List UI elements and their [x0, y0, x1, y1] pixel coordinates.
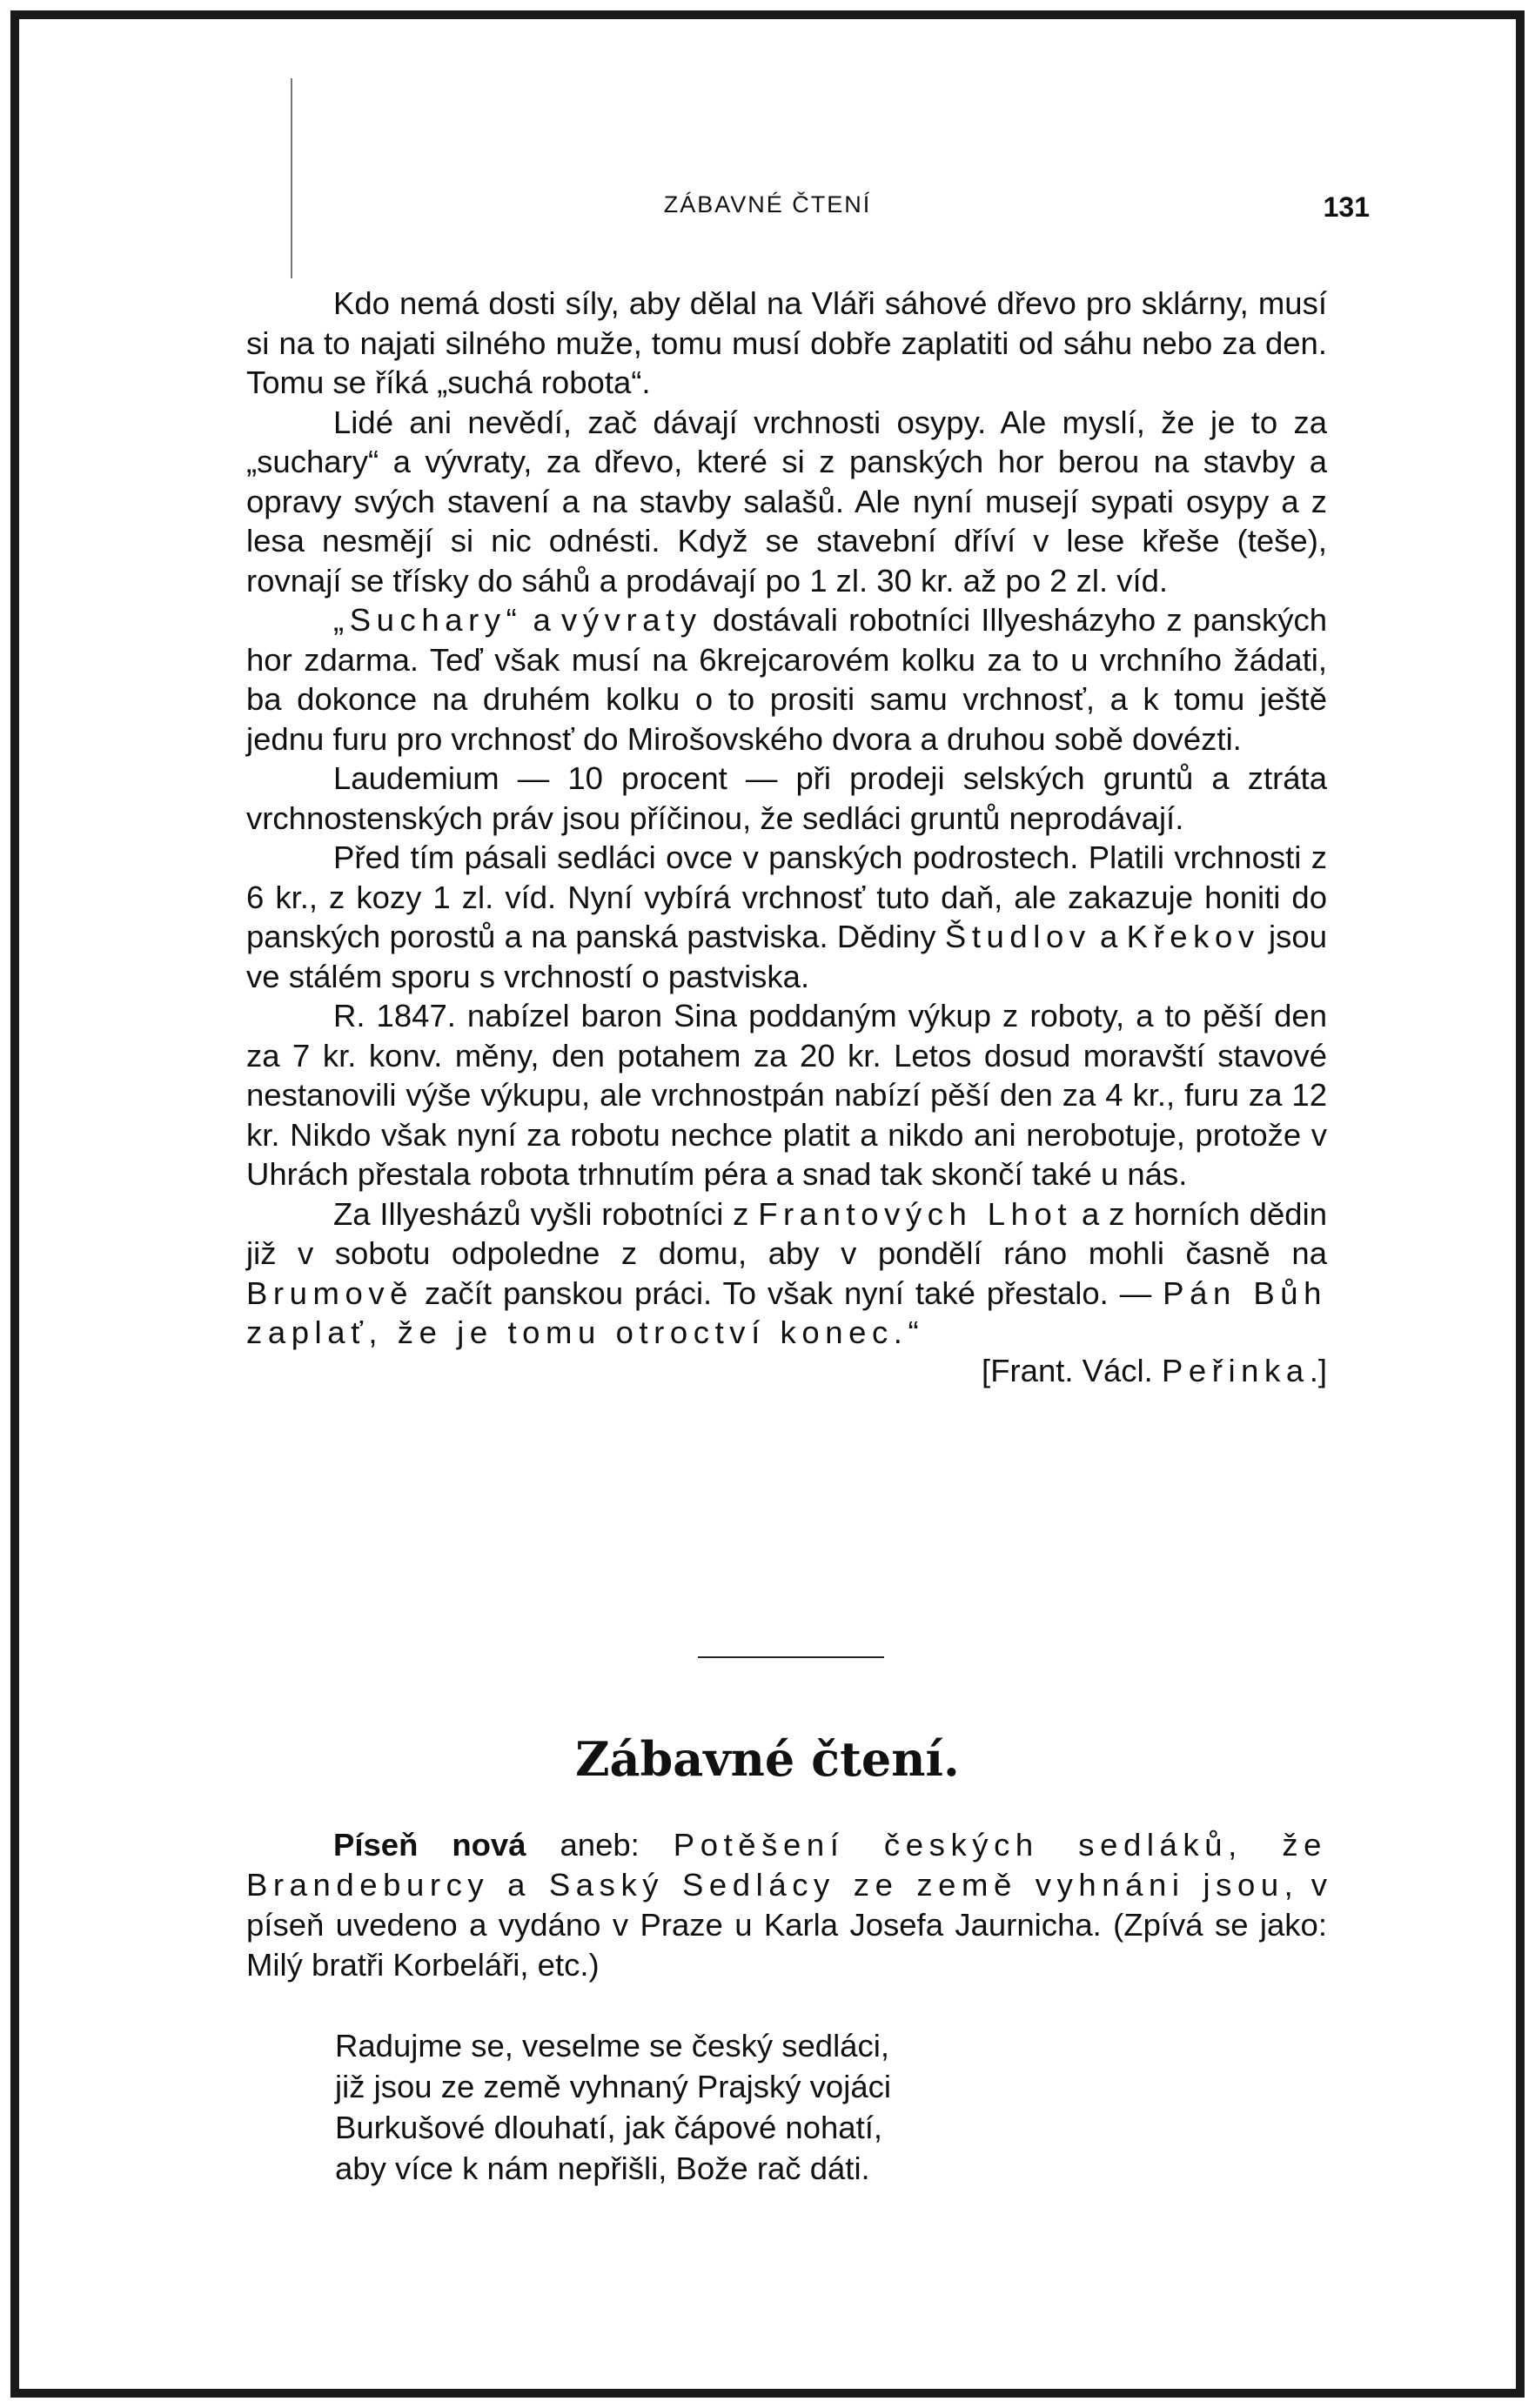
- verse-line: Radujme se, veselme se český sedláci,: [335, 2028, 889, 2064]
- paragraph-5-connector: a: [1090, 919, 1127, 954]
- place-frantovy-lhoty: Frantových Lhot: [758, 1195, 1073, 1232]
- author-signature: [246, 1351, 1327, 1391]
- running-head: ZÁBAVNÉ ČTENÍ: [663, 191, 872, 217]
- spaced-term-vyvraty: vývraty: [561, 602, 702, 638]
- page-header: [0, 191, 1535, 226]
- song-publication: v píseň uvedeno a vydáno v Praze u Karla Josefa Jaurnicha. (Zpívá se jako: Milý bratři Korbeláři, etc.): [246, 1867, 1327, 1983]
- signature-open: [Frant. Václ.: [982, 1352, 1162, 1388]
- song-verse: [335, 2025, 891, 2189]
- song-intro: [246, 1825, 1327, 1985]
- paragraph-5: [246, 838, 1327, 996]
- margin-line: [291, 78, 292, 278]
- verse-line: Burkušové dlouhatí, jak čápové nohatí,: [335, 2110, 883, 2145]
- paragraph-6: R. 1847. nabízel baron Sina poddaným výkup z roboty, a to pěší den za 7 kr. konv. měny, den potahem za 20 kr. Letos dosud moravští stavové nestanovili výše výkupu, ale vrchnostpán nabízí pěší den za 4 kr., furu za 12 kr. Nikdo však nyní za robotu nechce platit a nikdo ani nerobotuje, protože v Uhrách přestala robota trhnutím péra a snad tak skončí také u nás.: [246, 998, 1327, 1192]
- paragraph-3-connector: a: [522, 602, 562, 638]
- paragraph-4: Laudemium — 10 procent — při prodeji selských gruntů a ztráta vrchnostenských práv jsou příčinou, že sedláci gruntů neprodávají.: [246, 760, 1327, 836]
- paragraph-7-middle: a z horních dědin již v sobotu odpoledne z domu, aby v pondělí ráno mohli časně na: [246, 1195, 1327, 1271]
- song-title: Potěšení českých sedláků, že Brandeburcy a Saský Sedlácy ze země vyhnáni jsou,: [246, 1827, 1328, 1903]
- signature-name: Peřinka: [1161, 1352, 1310, 1388]
- place-krekov: Křekov: [1126, 919, 1260, 954]
- section-divider: [698, 1656, 884, 1658]
- article-body: [246, 284, 1327, 1390]
- paragraph-5-text: Před tím pásali sedláci ovce v panských podrostech. Platili vrchnosti z 6 kr., z kozy 1 zl. víd. Nyní vybírá vrchnosť tuto daň, ale zakazuje honiti do panských porostů a na panská pastviska. Dědiny: [246, 839, 1327, 954]
- paragraph-2: Lidé ani nevědí, zač dávají vrchnosti osypy. Ale myslí, že je to za „suchary“ a vývraty, za dřevo, které si z panských hor berou na stavby a opravy svých stavení a na stavby salašů. Ale nyní musejí sypati osypy a z lesa nesmějí si nic odnésti. Když se stavební dříví v lese křeše (teše), rovnají se třísky do sáhů a prodávají po 1 zl. 30 kr. až po 2 zl. víd.: [246, 404, 1327, 599]
- paragraph-7-after: začít panskou práci. To však nyní také přestalo. —: [413, 1274, 1163, 1311]
- place-studlov: Študlov: [944, 919, 1091, 954]
- signature-close: .]: [1309, 1352, 1327, 1388]
- verse-line: aby více k nám nepřišli, Bože rač dáti.: [335, 2150, 870, 2186]
- song-connector: aneb:: [526, 1827, 674, 1863]
- paragraph-3-text: dostávali robotníci Illyesházyho z panských hor zdarma. Teď však musí na 6krejcarovém kolku za to u vrchního žádati, ba dokonce na druhém kolku o to prositi samu vrchnosť, a k tomu ještě jednu furu pro vrchnosť do Mirošovského dvora a druhou sobě dovézti.: [246, 602, 1327, 757]
- closing-quote: Pán Bůh zaplať, že je tomu otroctví konec.“: [246, 1274, 1327, 1350]
- paragraph-3: [246, 600, 1327, 759]
- paragraph-5-ending: jsou ve stálém sporu s vrchností o pastviska.: [246, 919, 1327, 994]
- paragraph-7: [246, 1194, 1327, 1353]
- paragraph-7-text: Za Illyesházů vyšli robotníci z: [333, 1195, 759, 1232]
- page-number: 131: [1323, 191, 1370, 223]
- song-label: Píseň nová: [333, 1827, 526, 1863]
- paragraph-1: Kdo nemá dosti síly, aby dělal na Vláři sáhové dřevo pro sklárny, musí si na to najati silného muže, tomu musí dobře zaplatiti od sáhu nebo za den. Tomu se říká „suchá robota“.: [246, 285, 1327, 400]
- song-description: [246, 1825, 1327, 1985]
- place-brumov: Brumově: [246, 1274, 414, 1311]
- spaced-term-suchary: „Suchary“: [333, 602, 523, 638]
- verse-line: již jsou ze země vyhnaný Prajský vojáci: [335, 2069, 891, 2104]
- section-title: Zábavné čtení.: [575, 1731, 960, 1787]
